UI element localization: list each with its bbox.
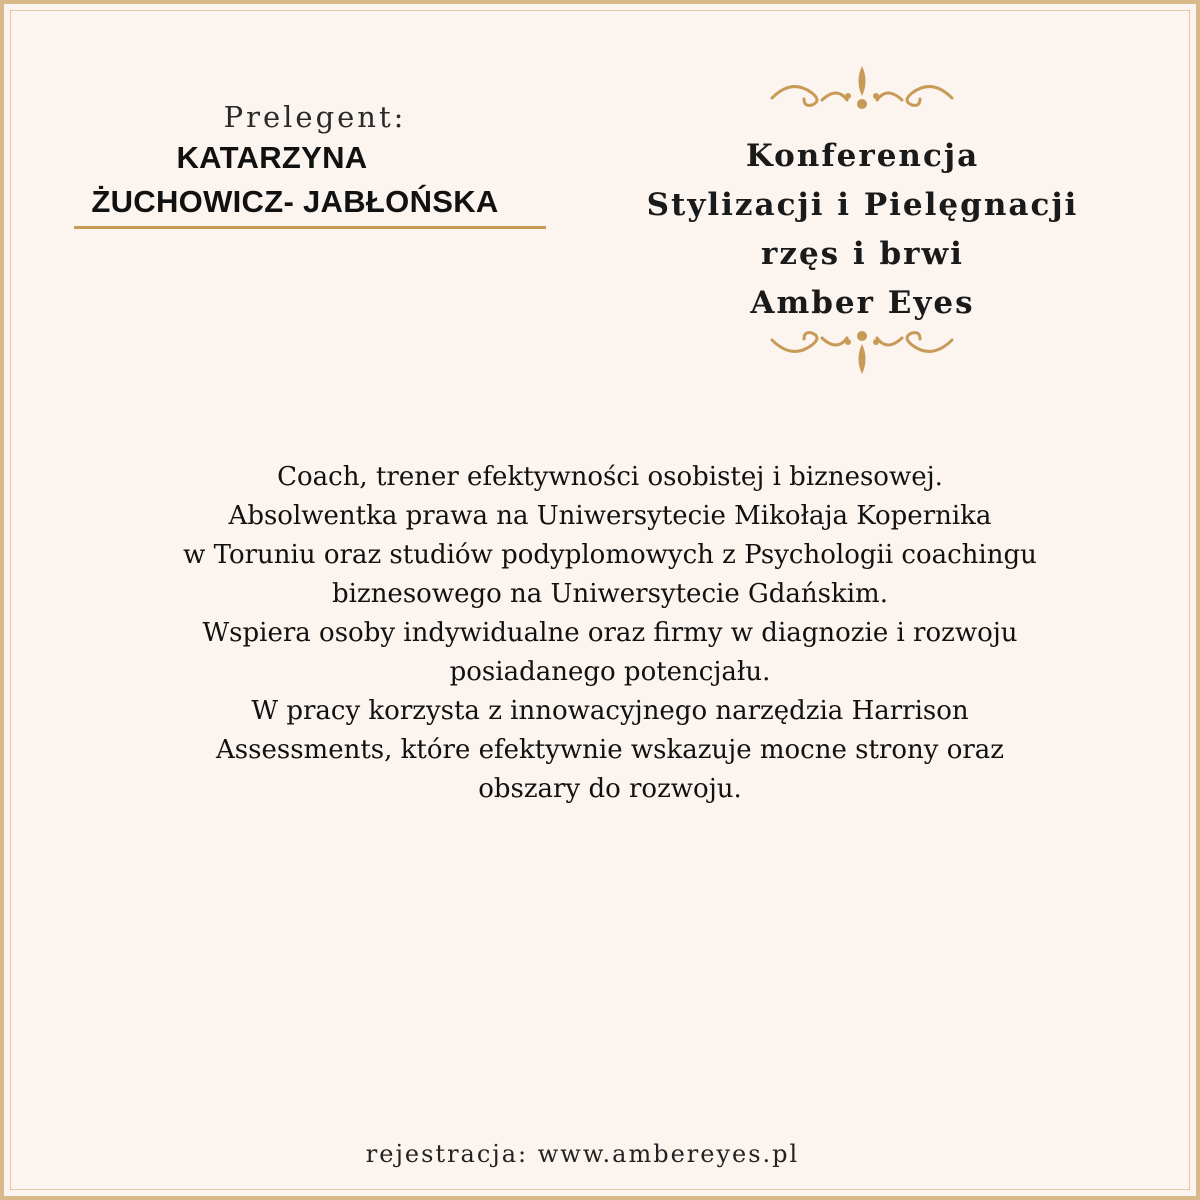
bio-line: biznesowego na Uniwersytecie Gdańskim. [332,579,888,609]
speaker-name [60,136,540,224]
bio-line: Coach, trener efektywności osobistej i biznesowej. [277,462,943,492]
bio-line: Wspiera osoby indywidualne oraz firmy w diagnozie i rozwoju [202,618,1018,648]
speaker-underline [74,226,546,229]
registration-footer: rejestracja: www.ambereyes.pl [365,1140,800,1168]
bio-line: W pracy korzysta z innowacyjnego narzędzia Harrison [251,696,969,726]
conference-title-line4: Amber Eyes [750,285,975,321]
speaker-label: Prelegent: [223,100,407,134]
speaker-name-line1: KATARZYNA [176,140,368,175]
conference-title-line3: rzęs i brwi [761,236,964,272]
bio-line: w Toruniu oraz studiów podyplomowych z Psychologii coachingu [183,540,1037,570]
flourish-ornament-icon [762,58,962,128]
conference-title [610,132,1115,328]
conference-title-line1: Konferencja [745,138,980,174]
bio-line: obszary do rozwoju. [478,774,742,804]
conference-title-line2: Stylizacji i Pielęgnacji [646,187,1079,223]
flourish-ornament-icon [762,312,962,382]
speaker-bio [130,458,1090,809]
speaker-name-line2: ŻUCHOWICZ- JABŁOŃSKA [91,184,499,219]
bio-line: Absolwentka prawa na Uniwersytecie Mikołaja Kopernika [228,501,992,531]
speaker-block [60,100,540,224]
bio-line: posiadanego potencjału. [449,657,771,687]
bio-line: Assessments, które efektywnie wskazuje mocne strony oraz [216,735,1004,765]
